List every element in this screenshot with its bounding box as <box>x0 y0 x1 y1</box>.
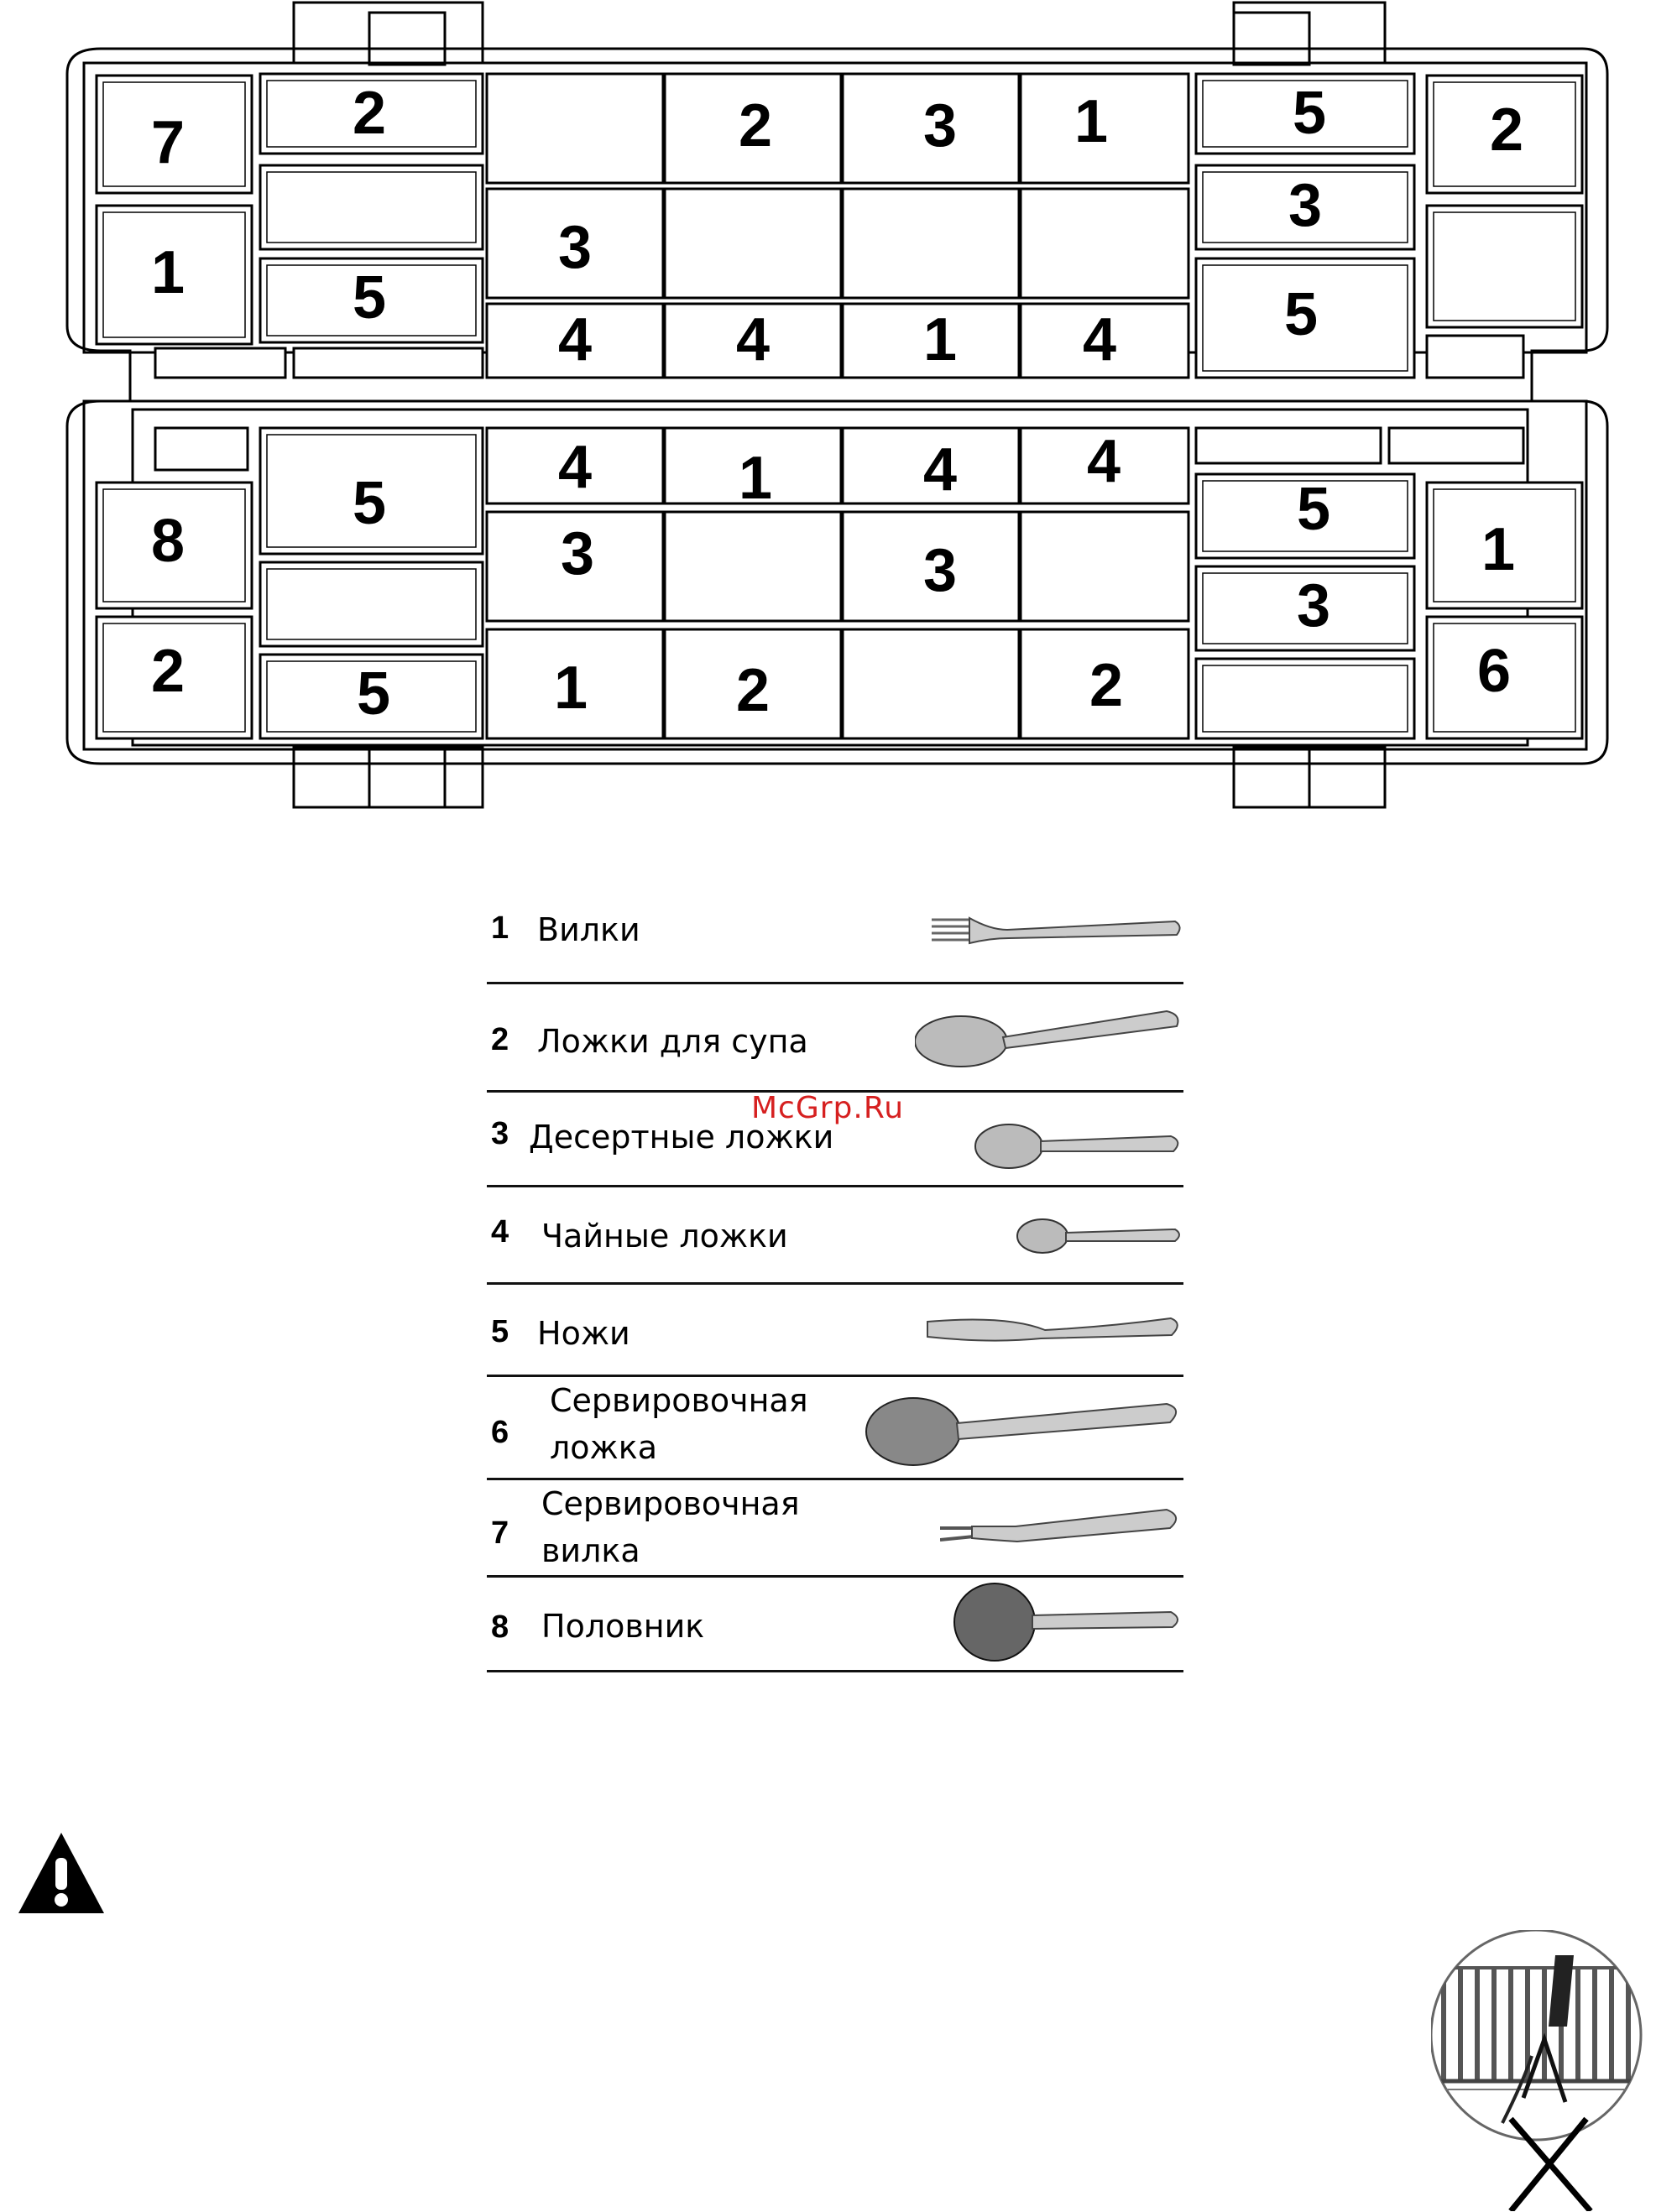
tray-label: 8 <box>150 508 185 576</box>
legend-row <box>487 984 1183 1093</box>
tray-label: 3 <box>560 520 595 588</box>
legend-label: Вилки <box>537 911 640 948</box>
tray-label: 2 <box>1489 97 1524 164</box>
legend-number: 6 <box>491 1415 509 1450</box>
tray-label: 7 <box>150 109 185 177</box>
tray-label: 4 <box>922 436 958 504</box>
legend-number: 7 <box>491 1516 509 1551</box>
teaspoon-icon <box>1016 1211 1183 1261</box>
tray-label: 2 <box>735 657 771 725</box>
legend-label: ложка <box>550 1429 658 1466</box>
tray-label: 3 <box>922 92 958 160</box>
tray-label: 3 <box>557 214 593 282</box>
soup-spoon-icon <box>915 999 1183 1075</box>
tray-label: 5 <box>356 660 391 728</box>
tray-label: 4 <box>557 306 593 374</box>
cutlery-legend <box>487 889 1183 1672</box>
tray-label: 2 <box>150 638 185 706</box>
legend-row <box>487 1285 1183 1377</box>
tray-label: 5 <box>352 470 387 538</box>
tray-label: 2 <box>1089 652 1124 720</box>
tray-label: 3 <box>1288 172 1323 240</box>
legend-number: 5 <box>491 1314 509 1349</box>
legend-row <box>487 889 1183 984</box>
tray-label: 6 <box>1476 638 1512 706</box>
legend-label: Десертные ложки <box>529 1119 834 1156</box>
tray-label: 4 <box>557 434 593 502</box>
legend-row <box>487 1480 1183 1578</box>
tray-label: 1 <box>738 445 773 513</box>
fork-icon <box>932 908 1183 958</box>
tray-label: 1 <box>553 655 588 723</box>
legend-label: Ложки для супа <box>537 1023 808 1060</box>
serving-spoon-icon <box>865 1385 1183 1469</box>
tray-label: 2 <box>738 92 773 160</box>
legend-label: вилка <box>541 1532 640 1569</box>
tray-label: 4 <box>1082 306 1117 374</box>
legend-label: Ножи <box>537 1315 630 1352</box>
legend-label: Сервировочная <box>541 1485 800 1522</box>
tray-label: 1 <box>922 306 958 374</box>
legend-label: Половник <box>541 1608 705 1645</box>
tray-label: 5 <box>352 264 387 332</box>
tray-label: 5 <box>1283 281 1319 349</box>
tray-label: 5 <box>1292 80 1327 148</box>
legend-row <box>487 1578 1183 1672</box>
legend-number: 2 <box>491 1022 509 1057</box>
legend-label: Чайные ложки <box>541 1218 788 1255</box>
knife-icon <box>923 1312 1183 1354</box>
top-tray-cells <box>97 74 1582 378</box>
tray-label: 3 <box>922 537 958 605</box>
tray-label: 3 <box>1296 572 1331 640</box>
legend-row <box>487 1187 1183 1285</box>
tray-label: 4 <box>735 306 771 374</box>
tray-label: 1 <box>1481 516 1516 584</box>
legend-number: 8 <box>491 1609 509 1645</box>
watermark: McGrp.Ru <box>751 1091 905 1125</box>
legend-number: 3 <box>491 1116 509 1151</box>
legend-number: 1 <box>491 910 509 946</box>
warning-triangle-icon <box>15 1829 107 1917</box>
tray-label: 1 <box>1074 88 1109 156</box>
legend-row <box>487 1377 1183 1480</box>
cutlery-tray-diagram <box>0 0 1656 831</box>
legend-number: 4 <box>491 1214 509 1249</box>
legend-label: Сервировочная <box>550 1382 808 1419</box>
tray-label: 4 <box>1086 428 1121 496</box>
serving-fork-icon <box>940 1493 1183 1560</box>
tray-label: 2 <box>352 80 387 148</box>
dessert-spoon-icon <box>974 1116 1183 1175</box>
tray-label: 5 <box>1296 476 1331 544</box>
ladle-icon <box>953 1580 1183 1664</box>
tray-label: 1 <box>150 239 185 307</box>
rack-detail-crossed-icon <box>1431 1930 1653 2211</box>
bottom-tray-cells <box>97 428 1582 738</box>
